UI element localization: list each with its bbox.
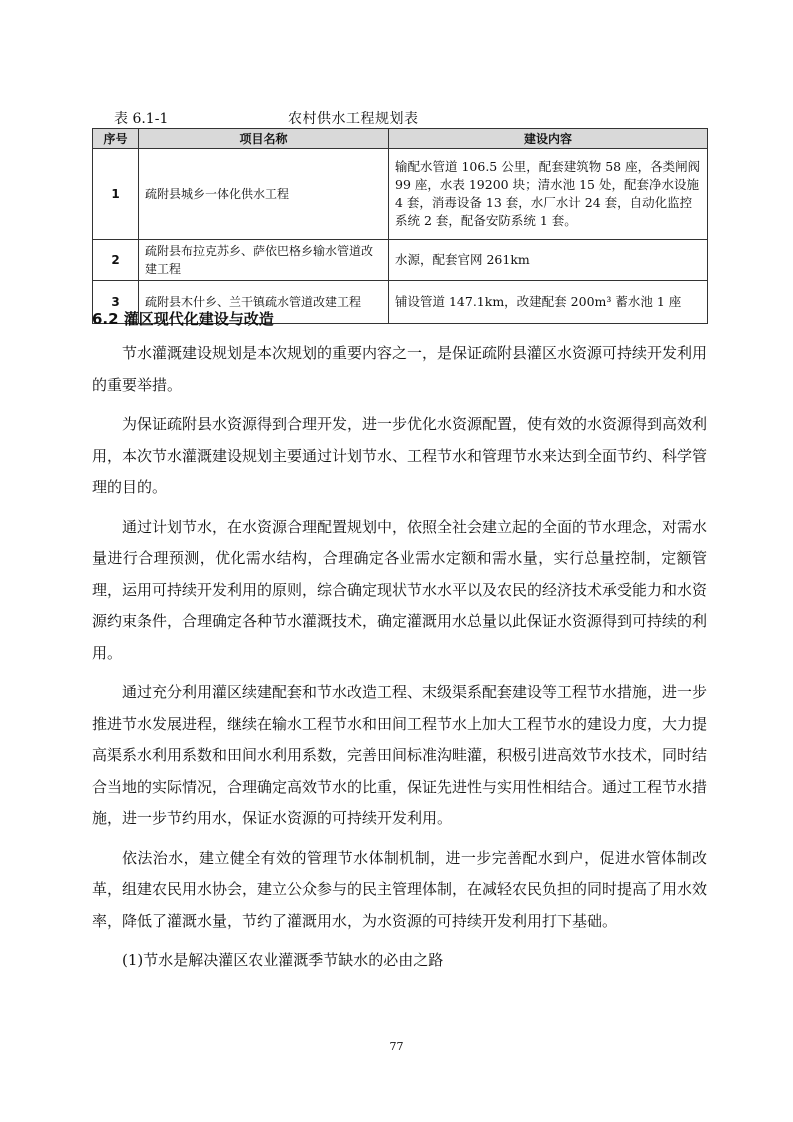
paragraph: 为保证疏附县水资源得到合理开发，进一步优化水资源配置，使有效的水资源得到高效利用，本次节水灌溉建设规划主要通过计划节水、工程节水和管理节水来达到全面节约、科学管理的目的。 (92, 415, 708, 496)
table-caption (92, 108, 712, 128)
table-header-row (93, 129, 708, 149)
table-caption-title: 农村供水工程规划表 (288, 111, 419, 127)
paragraph: 通过计划节水，在水资源合理配置规划中，依照全社会建立起的全面的节水理念，对需水量进行合理预测，优化需水结构，合理确定各业需水定额和需水量，实行总量控制，定额管理，运用可持续开发利用的原则，综合确定现状节水水平以及农民的经济技术承受能力和水资源约束条件，合理确定各种节水灌溉技术，确定灌溉用水总量以此保证水资源得到可持续的利用。 (92, 517, 708, 662)
paragraph: 节水灌溉建设规划是本次规划的重要内容之一，是保证疏附县灌区水资源可持续开发利用的重要举措。 (92, 344, 708, 394)
section-body (92, 338, 707, 985)
table-caption-number: 表 6.1-1 (114, 111, 169, 127)
construction-content: 水源，配套官网 261km (389, 240, 708, 281)
construction-content: 输配水管道 106.5 公里，配套建筑物 58 座，各类闸阀 99 座，水表 19200 块；清水池 15 处，配套净水设施 4 套，消毒设备 13 套，水厂水计 24 套，自动化监控系统 2 套，配备安防系统 1 套。 (389, 149, 708, 240)
row-number: 2 (93, 240, 139, 281)
paragraph: 通过充分利用灌区续建配套和节水改造工程、末级渠系配套建设等工程节水措施，进一步推进节水发展进程，继续在输水工程节水和田间工程节水上加大工程节水的建设力度，大力提高渠系水利用系数和田间水利用系数，完善田间标准沟畦灌，积极引进高效节水技术，同时结合当地的实际情况，合理确定高效节水的比重，保证先进性与实用性相结合。通过工程节水措施，进一步节约用水，保证水资源的可持续开发利用。 (92, 683, 708, 827)
row-number: 3 (93, 281, 139, 324)
project-name: 疏附县城乡一体化供水工程 (139, 149, 389, 240)
page-number: 77 (389, 1040, 404, 1053)
table-row (93, 149, 708, 240)
rural-water-supply-plan-table (92, 128, 708, 324)
header-cell-content: 建设内容 (389, 129, 708, 149)
subheading: (1)节水是解决灌区农业灌溉季节缺水的必由之路 (122, 951, 444, 969)
project-name: 疏附县木什乡、兰干镇疏水管道改建工程 (139, 281, 389, 324)
project-name: 疏附县布拉克苏乡、萨依巴格乡输水管道改建工程 (139, 240, 389, 281)
header-cell-name: 项目名称 (139, 129, 389, 149)
construction-content: 铺设管道 147.1km，改建配套 200m³ 蓄水池 1 座 (389, 281, 708, 324)
table-row (93, 240, 708, 281)
header-cell-no: 序号 (93, 129, 139, 149)
paragraph: 依法治水，建立健全有效的管理节水体制机制，进一步完善配水到户，促进水管体制改革，组建农民用水协会，建立公众参与的民主管理体制，在减轻农民负担的同时提高了用水效率，降低了灌溉水量，节约了灌溉用水，为水资源的可持续开发利用打下基础。 (92, 848, 708, 930)
section-heading: 6.2 灌区现代化建设与改造 (92, 310, 274, 328)
row-number: 1 (93, 149, 139, 240)
